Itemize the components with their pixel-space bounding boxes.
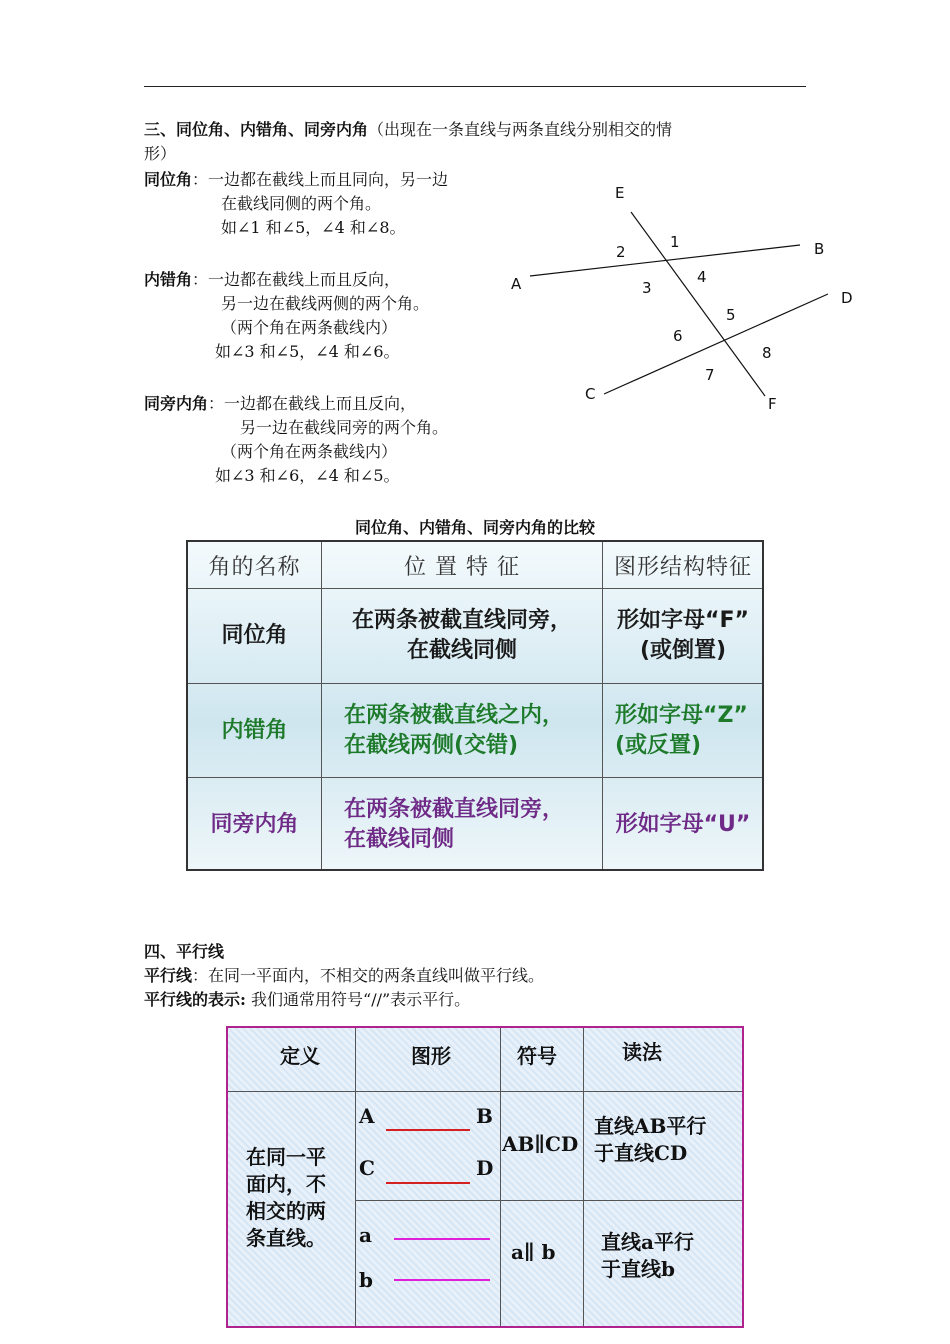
row-alternate-position: [322, 684, 602, 777]
shape-line: 形如字母“F”: [617, 608, 749, 633]
alternate-example: 如∠3 和∠5，∠4 和∠6。: [215, 342, 400, 361]
line-ab: [530, 245, 800, 276]
point-label-d: D: [841, 289, 853, 307]
header-definition: 定义: [280, 1044, 320, 1068]
parallel-line-a: [394, 1238, 490, 1240]
column-divider: [583, 1028, 584, 1326]
alternate-note: （两个角在两条截线内）: [221, 318, 398, 337]
header-reading: 读法: [622, 1040, 662, 1064]
parallel-notation-term: 平行线的表示:: [144, 990, 246, 1009]
point-label-f: F: [768, 395, 777, 413]
corresponding-term: 同位角: [144, 170, 193, 189]
row-alternate-name: 内错角: [221, 717, 288, 743]
cointerior-note: （两个角在两条截线内）: [221, 442, 398, 461]
header-position: 位 置 特 征: [404, 554, 520, 580]
reading-line: 于直线b: [601, 1257, 675, 1281]
cointerior-term: 同旁内角: [144, 394, 209, 413]
angle-label-7: 7: [705, 366, 715, 384]
alternate-line1: 一边都在截线上而且反向，: [208, 270, 401, 289]
cointerior-example: 如∠3 和∠6，∠4 和∠5。: [215, 466, 400, 485]
reading-line: 于直线CD: [594, 1141, 688, 1165]
definition-line: 相交的两: [246, 1199, 326, 1223]
corresponding-line1: 一边都在截线上而且同向，另一边: [208, 170, 449, 189]
row-divider: [228, 1091, 742, 1092]
definition-line: 条直线。: [246, 1226, 326, 1250]
section3-heading: [144, 118, 672, 142]
column-divider: [500, 1028, 501, 1326]
parallel-line-ab: [386, 1129, 470, 1131]
section3-heading-rest: （出现在一条直线与两条直线分别相交的情: [368, 120, 673, 139]
corresponding-line2: 在截线同侧的两个角。: [221, 194, 382, 213]
corresponding-definition: [144, 168, 448, 192]
parallel-table: [226, 1026, 744, 1328]
position-line: 在截线两侧(交错): [344, 732, 519, 758]
alternate-line2: 另一边在截线两侧的两个角。: [221, 294, 430, 313]
point-label-b: B: [814, 240, 825, 258]
figure-label-b-lower: b: [359, 1268, 373, 1292]
header-figure: 图形: [411, 1044, 451, 1068]
line-cd: [604, 294, 828, 394]
row-divider: [355, 1200, 742, 1201]
angle-label-3: 3: [642, 279, 652, 297]
cointerior-definition: [144, 392, 416, 416]
symbol-ab-cd: AB∥CD: [502, 1132, 579, 1156]
definition-line: 在同一平: [246, 1145, 326, 1169]
cointerior-line1: 一边都在截线上而且反向，: [224, 394, 417, 413]
colon: ：: [192, 170, 209, 189]
figure-label-d: D: [476, 1156, 494, 1180]
parallel-definition: [144, 964, 544, 988]
row-cointerior-shape: 形如字母“U”: [615, 811, 751, 837]
shape-line: 形如字母“Z”: [615, 702, 748, 728]
point-label-c: C: [585, 385, 596, 403]
position-line: 在截线同侧: [406, 638, 517, 663]
position-line: 在两条被截直线同旁，: [344, 796, 565, 822]
angle-label-1: 1: [670, 233, 680, 251]
alternate-definition: [144, 268, 400, 292]
line-ef: [631, 212, 765, 396]
header-rule: [144, 86, 806, 87]
figure-label-c: C: [359, 1156, 375, 1180]
parallel-definition-text: ：在同一平面内，不相交的两条直线叫做平行线。: [192, 966, 545, 985]
definition-line: 面内，不: [246, 1172, 326, 1196]
reading-line: 直线AB平行: [594, 1114, 707, 1138]
position-line: 在两条被截直线同旁，: [351, 608, 572, 633]
corresponding-example: 如∠1 和∠5，∠4 和∠8。: [221, 218, 406, 237]
transversal-diagram: [500, 176, 870, 416]
column-divider: [355, 1028, 356, 1326]
row-corresponding-name: 同位角: [221, 623, 288, 648]
shape-line: (或倒置): [639, 638, 727, 663]
section3-heading-bold: 三、同位角、内错角、同旁内角: [144, 120, 369, 139]
angle-label-6: 6: [673, 327, 683, 345]
parallel-line-b: [394, 1279, 490, 1281]
cointerior-line2: 另一边在截线同旁的两个角。: [240, 418, 449, 437]
row-alternate-shape: [603, 684, 763, 777]
position-line: 在截线同侧: [344, 826, 455, 852]
colon: ：: [192, 270, 209, 289]
figure-label-a-lower: a: [359, 1223, 372, 1247]
comparison-table: [186, 540, 764, 871]
angle-label-2: 2: [616, 243, 626, 261]
figure-label-b: B: [476, 1104, 493, 1128]
angle-label-8: 8: [762, 344, 772, 362]
parallel-notation-text: 我们通常用符号“//”表示平行。: [245, 990, 471, 1009]
shape-line: (或反置): [615, 732, 702, 758]
position-line: 在两条被截直线之内，: [344, 702, 565, 728]
reading-line: 直线a平行: [601, 1230, 694, 1254]
angle-label-5: 5: [726, 306, 736, 324]
parallel-term: 平行线: [144, 966, 193, 985]
point-label-a: A: [511, 275, 522, 293]
angle-label-4: 4: [697, 268, 707, 286]
row-cointerior-name: 同旁内角: [210, 811, 299, 837]
comparison-table-caption: 同位角、内错角、同旁内角的比较: [354, 518, 595, 537]
row-corresponding-position: [322, 589, 602, 683]
header-symbol: 符号: [517, 1044, 557, 1068]
section4-heading: 四、平行线: [144, 942, 225, 961]
section3-heading-cont: 形）: [144, 144, 177, 163]
header-angle-name: 角的名称: [208, 554, 301, 580]
colon: ：: [208, 394, 225, 413]
parallel-line-cd: [386, 1182, 470, 1184]
symbol-a-b: a∥ b: [511, 1240, 556, 1264]
header-shape: 图形结构特征: [613, 554, 752, 580]
parallel-notation: [144, 988, 470, 1012]
alternate-term: 内错角: [144, 270, 193, 289]
row-cointerior-position: [322, 778, 602, 871]
figure-label-a: A: [359, 1104, 375, 1128]
point-label-e: E: [615, 184, 625, 202]
row-corresponding-shape: [603, 589, 763, 683]
